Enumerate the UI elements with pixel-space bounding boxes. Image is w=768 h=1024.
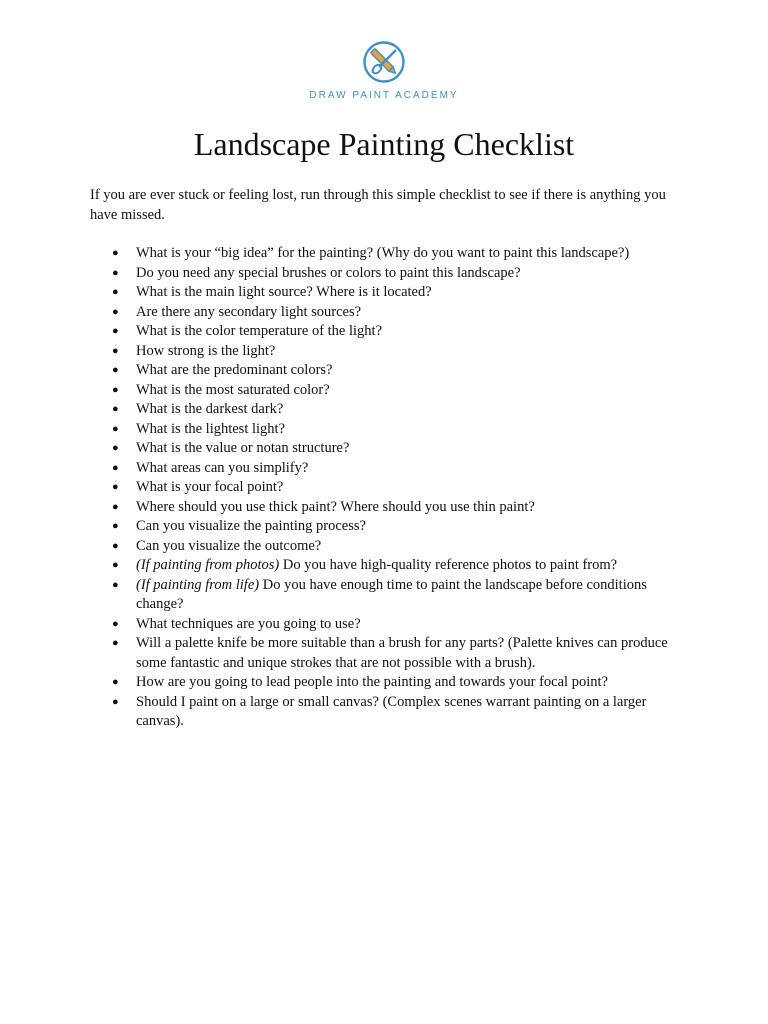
checklist-item — [90, 439, 690, 459]
checklist-item-text: What techniques are you going to use? — [136, 615, 361, 632]
checklist-item — [90, 303, 690, 323]
intro-paragraph: If you are ever stuck or feeling lost, run through this simple checklist to see if there is anything you have missed. — [90, 187, 666, 223]
checklist-item — [90, 322, 690, 342]
bullet-icon: ● — [112, 403, 119, 415]
bullet-icon: ● — [112, 247, 119, 259]
checklist-item — [90, 400, 690, 420]
bullet-icon: ● — [112, 383, 119, 396]
bullet-icon: ● — [112, 364, 119, 376]
checklist-item — [90, 244, 690, 264]
checklist-item-condition: (If painting from photos) — [136, 557, 280, 573]
checklist-item — [90, 498, 690, 518]
checklist-item — [90, 459, 690, 479]
bullet-icon: ● — [112, 559, 119, 571]
page-title: Landscape Painting Checklist — [193, 126, 575, 162]
logo — [0, 40, 768, 101]
bullet-icon: ● — [112, 422, 119, 435]
checklist-item-text: Do you need any special brushes or colors to paint this landscape? — [136, 264, 521, 281]
bullet-icon: ● — [112, 539, 119, 552]
checklist-item-text: Do you have enough time to paint the landscape before conditions change? — [136, 576, 647, 612]
checklist-item-text: What are the predominant colors? — [136, 362, 333, 378]
checklist-item-text: Should I paint on a large or small canvas? (Complex scenes warrant painting on a larger canvas). — [136, 693, 647, 729]
bullet-icon: ● — [112, 695, 119, 708]
bullet-icon: ● — [112, 637, 119, 649]
checklist-item — [90, 673, 690, 693]
checklist-item — [90, 361, 690, 381]
checklist-item-text: Will a palette knife be more suitable than a brush for any parts? (Palette knives can produce some fantastic and unique strokes that are not possible with a brush). — [136, 635, 668, 671]
checklist-item-text: What is the main light source? Where is it located? — [136, 284, 432, 300]
checklist-item-text: How strong is the light? — [136, 342, 276, 359]
checklist-item — [90, 615, 690, 635]
checklist-item-text: What is your “big idea” for the painting? (Why do you want to paint this landscape?) — [136, 245, 630, 261]
checklist-item — [90, 381, 690, 401]
checklist-item — [90, 283, 690, 303]
bullet-icon: ● — [112, 461, 119, 474]
bullet-icon: ● — [112, 520, 119, 532]
checklist-item-text: How are you going to lead people into the painting and towards your focal point? — [136, 674, 608, 690]
checklist-item-text: What is your focal point? — [136, 479, 284, 495]
checklist-item-text: What is the most saturated color? — [136, 381, 330, 398]
checklist-item-text: What is the value or notan structure? — [136, 440, 350, 456]
brand-name: DRAW PAINT ACADEMY — [309, 90, 459, 101]
checklist-item-text: Can you visualize the outcome? — [136, 537, 322, 554]
checklist-item-condition: (If painting from life) — [136, 576, 260, 593]
checklist-item — [90, 693, 690, 732]
checklist-item — [90, 420, 690, 440]
checklist — [90, 244, 690, 732]
bullet-icon: ● — [112, 676, 119, 688]
checklist-item — [90, 517, 690, 537]
bullet-icon: ● — [112, 442, 119, 454]
checklist-item-text: Are there any secondary light sources? — [136, 303, 362, 320]
checklist-item-text: Can you visualize the painting process? — [136, 518, 366, 534]
checklist-item — [90, 264, 690, 284]
bullet-icon: ● — [112, 305, 119, 318]
checklist-item-text: What is the lightest light? — [136, 420, 286, 437]
bullet-icon: ● — [112, 344, 119, 357]
checklist-item — [90, 634, 690, 673]
checklist-item — [90, 576, 690, 615]
bullet-icon: ● — [112, 500, 119, 513]
checklist-item-text: What is the darkest dark? — [136, 401, 284, 417]
bullet-icon: ● — [112, 617, 119, 630]
bullet-icon: ● — [112, 286, 119, 298]
checklist-item — [90, 342, 690, 362]
checklist-item-text: Where should you use thick paint? Where should you use thin paint? — [136, 498, 535, 515]
bullet-icon: ● — [112, 578, 119, 591]
bullet-icon: ● — [112, 481, 119, 493]
checklist-item — [90, 556, 690, 576]
crossed-pencil-brush-icon — [362, 40, 406, 84]
bullet-icon: ● — [112, 266, 119, 279]
bullet-icon: ● — [112, 325, 119, 337]
checklist-item — [90, 537, 690, 557]
checklist-item-text: Do you have high-quality reference photos to paint from? — [279, 557, 618, 573]
checklist-item-text: What areas can you simplify? — [136, 459, 309, 476]
checklist-item-text: What is the color temperature of the light? — [136, 323, 383, 339]
checklist-item — [90, 478, 690, 498]
